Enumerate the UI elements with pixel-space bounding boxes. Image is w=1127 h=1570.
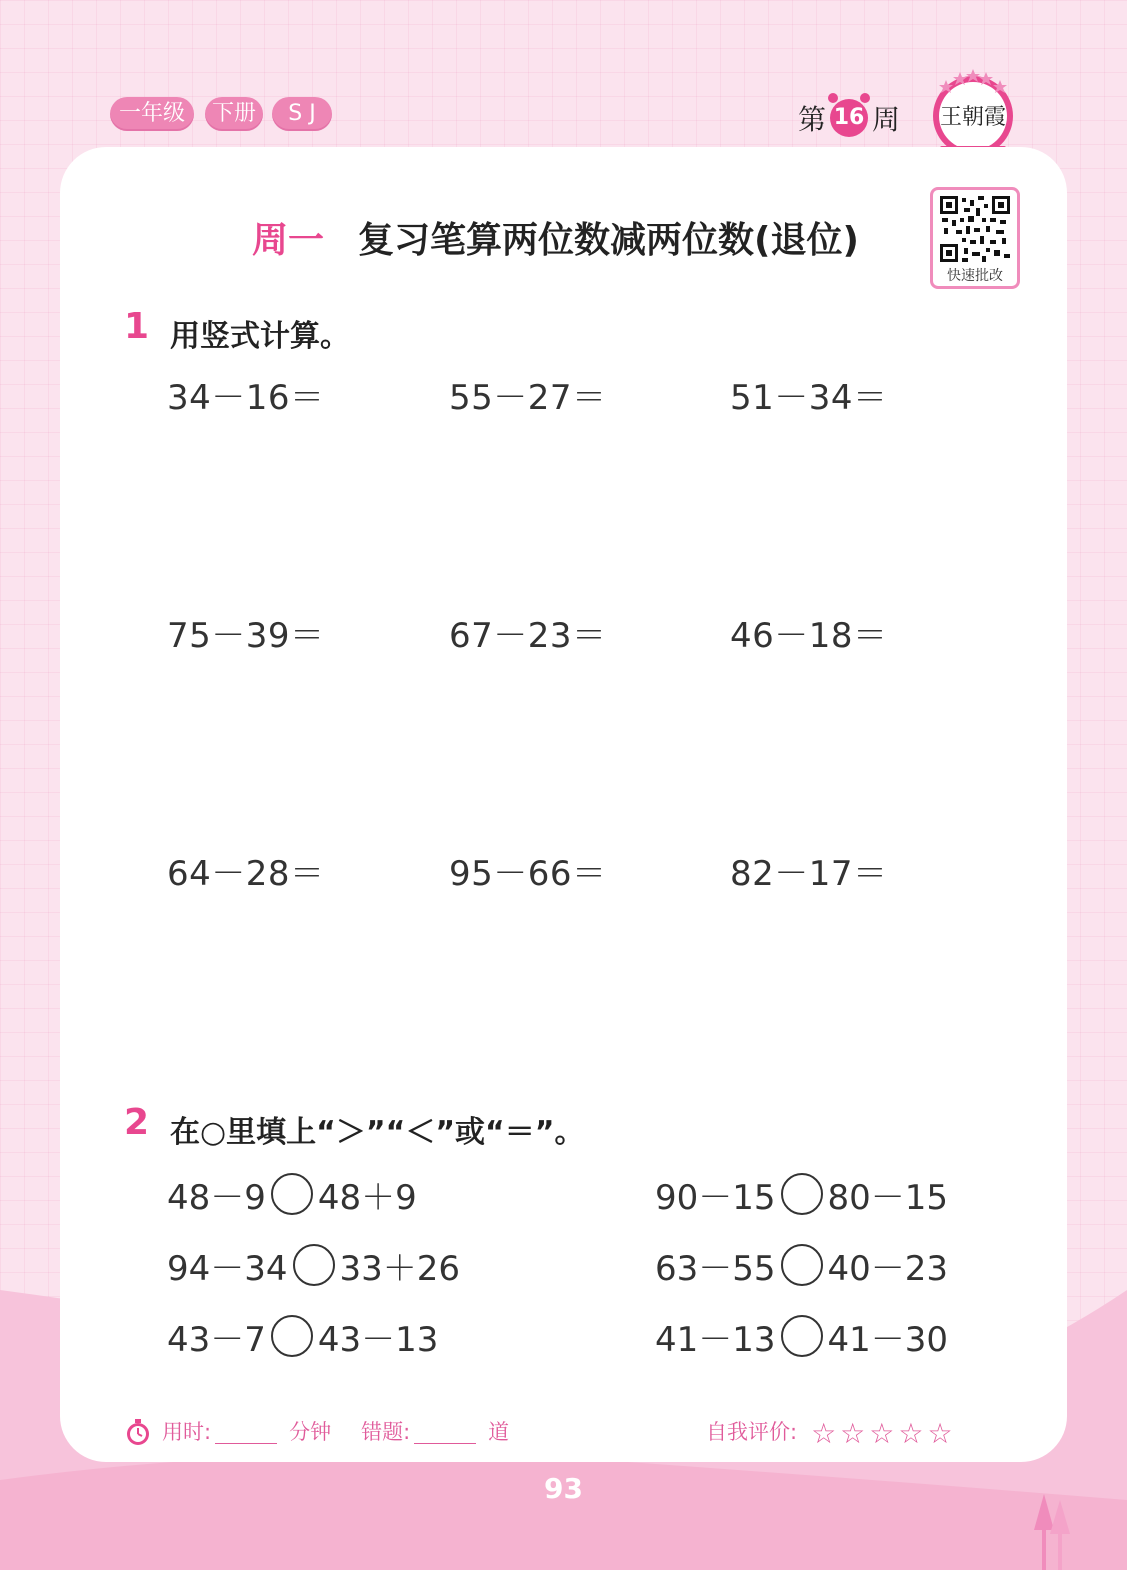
equation: 75－39＝ — [167, 616, 325, 656]
question-2-prompt: 在○里填上“＞”“＜”或“＝”。 — [170, 1115, 585, 1150]
errors-blank[interactable] — [414, 1423, 476, 1444]
time-label: 用时: — [162, 1420, 212, 1444]
time-unit: 分钟 — [289, 1420, 332, 1444]
comparison-right: 48＋9 — [317, 1177, 417, 1218]
self-eval-footer — [706, 1416, 957, 1450]
comparison-row — [167, 1241, 460, 1289]
answer-circle[interactable] — [293, 1244, 335, 1286]
comparison-left: 41－13 — [655, 1319, 776, 1360]
question-2-number: 2 — [124, 1102, 150, 1143]
equation: 51－34＝ — [730, 378, 888, 418]
answer-circle[interactable] — [271, 1315, 313, 1357]
equation: 34－16＝ — [167, 378, 325, 418]
comparison-row — [655, 1170, 948, 1218]
comparison-right: 43－13 — [317, 1319, 439, 1360]
page-number: 93 — [544, 1472, 583, 1505]
quick-grade-qr[interactable] — [930, 187, 1020, 289]
comparison-right: 40－23 — [827, 1248, 949, 1289]
answer-circle[interactable] — [781, 1173, 823, 1215]
equation: 82－17＝ — [730, 854, 888, 894]
rating-stars[interactable]: ☆☆☆☆☆ — [811, 1417, 957, 1450]
volume-pill: 下册 — [205, 97, 263, 131]
week-number-badge: 16 — [830, 99, 868, 137]
page-title — [252, 212, 859, 263]
stopwatch-icon — [124, 1418, 152, 1446]
answer-circle[interactable] — [781, 1244, 823, 1286]
answer-circle[interactable] — [781, 1315, 823, 1357]
time-blank[interactable] — [215, 1423, 277, 1444]
comparison-left: 48－9 — [167, 1177, 266, 1218]
errors-unit: 道 — [488, 1420, 510, 1444]
grade-pill: 一年级 — [110, 97, 194, 131]
comparison-left: 43－7 — [167, 1319, 266, 1360]
comparison-left: 63－55 — [655, 1248, 776, 1289]
comparison-row — [167, 1312, 438, 1360]
qr-code-icon — [940, 196, 1010, 262]
time-footer — [124, 1416, 509, 1446]
week-suffix: 周 — [872, 103, 901, 136]
comparison-row — [655, 1241, 948, 1289]
equation: 55－27＝ — [449, 378, 607, 418]
title-topic: 复习笔算两位数减两位数(退位) — [358, 220, 859, 261]
svg-text:王朝霞: 王朝霞 — [939, 105, 1007, 130]
comparison-right: 41－30 — [827, 1319, 949, 1360]
edition-pill: S J — [272, 97, 332, 131]
comparison-right: 33＋26 — [339, 1248, 461, 1289]
equation: 95－66＝ — [449, 854, 607, 894]
qr-caption: 快速批改 — [947, 268, 1003, 284]
question-1-number: 1 — [124, 306, 150, 347]
self-eval-label: 自我评价: — [706, 1420, 798, 1444]
comparison-left: 94－34 — [167, 1248, 288, 1289]
week-indicator — [798, 96, 900, 140]
comparison-row — [167, 1170, 417, 1218]
week-prefix: 第 — [798, 103, 827, 136]
question-1-prompt: 用竖式计算。 — [170, 319, 350, 354]
answer-circle[interactable] — [271, 1173, 313, 1215]
errors-label: 错题: — [361, 1420, 411, 1444]
comparison-row — [655, 1312, 948, 1360]
equation: 67－23＝ — [449, 616, 607, 656]
comparison-right: 80－15 — [827, 1177, 949, 1218]
arrow-decoration-icon — [1030, 1490, 1080, 1570]
equation: 64－28＝ — [167, 854, 325, 894]
comparison-left: 90－15 — [655, 1177, 776, 1218]
title-day: 周一 — [252, 220, 325, 261]
equation: 46－18＝ — [730, 616, 888, 656]
